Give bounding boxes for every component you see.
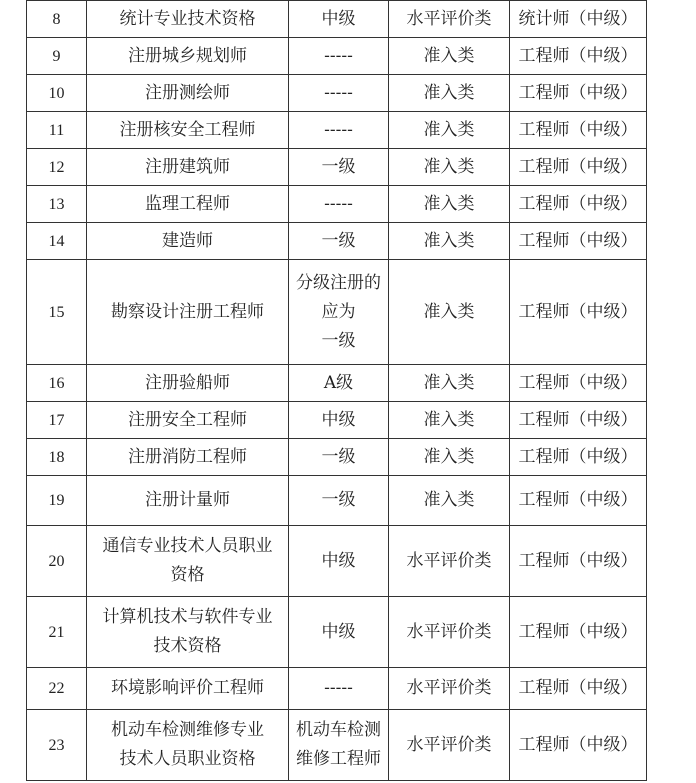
level-cell: [289, 526, 389, 597]
level-cell: [289, 597, 389, 668]
level-cell-line: -----: [324, 193, 353, 214]
qualification-name-cell-line: 监理工程师: [145, 193, 230, 214]
level-cell: [289, 75, 389, 112]
title-cell: 工程师（中级）: [510, 526, 647, 597]
row-number-cell: 15: [27, 260, 87, 365]
qualification-name-cell: [87, 260, 289, 365]
qualification-name-cell-line: 注册建筑师: [145, 156, 230, 177]
level-cell: [289, 223, 389, 260]
category-cell: 准入类: [389, 149, 510, 186]
level-cell: [289, 38, 389, 75]
level-cell-line: 应为: [321, 301, 356, 322]
category-cell: 准入类: [389, 186, 510, 223]
category-cell: 水平评价类: [389, 526, 510, 597]
qualification-name-cell-line: 机动车检测维修专业: [111, 720, 264, 740]
qualification-name-cell: [87, 668, 289, 710]
qualification-name-cell: [87, 526, 289, 597]
row-number-cell: 12: [27, 149, 87, 186]
row-number-cell: 23: [27, 710, 87, 781]
qualification-name-cell-line: 技术资格: [153, 636, 222, 656]
table-row: [27, 223, 647, 260]
table-row: [27, 402, 647, 439]
qualification-name-cell-line: 注册验船师: [145, 372, 230, 393]
category-cell: 准入类: [389, 402, 510, 439]
category-cell: 水平评价类: [389, 1, 510, 38]
qualification-name-cell-line: 技术人员职业资格: [119, 749, 256, 769]
level-cell: [289, 149, 389, 186]
qualification-name-cell-line: 注册测绘师: [145, 82, 230, 103]
qualification-name-cell-line: 统计专业技术资格: [119, 8, 256, 29]
level-cell-line: A级: [323, 372, 354, 393]
level-cell: [289, 260, 389, 365]
title-cell: 工程师（中级）: [510, 476, 647, 526]
table-row: [27, 597, 647, 668]
level-cell-line: -----: [324, 45, 353, 66]
qualification-name-cell-line: 建造师: [162, 230, 213, 251]
category-cell: 准入类: [389, 38, 510, 75]
title-cell: 工程师（中级）: [510, 38, 647, 75]
title-cell: 工程师（中级）: [510, 402, 647, 439]
title-cell: 工程师（中级）: [510, 75, 647, 112]
level-cell: [289, 402, 389, 439]
row-number-cell: 13: [27, 186, 87, 223]
table-row: [27, 526, 647, 597]
level-cell: [289, 710, 389, 781]
category-cell: 准入类: [389, 112, 510, 149]
level-cell: [289, 365, 389, 402]
qualification-name-cell-line: 通信专业技术人员职业: [102, 536, 273, 556]
category-cell: 水平评价类: [389, 668, 510, 710]
table-row: [27, 112, 647, 149]
row-number-cell: 8: [27, 1, 87, 38]
qualification-name-cell-line: 注册消防工程师: [128, 446, 247, 467]
qualification-name-cell: [87, 597, 289, 668]
row-number-cell: 18: [27, 439, 87, 476]
row-number-cell: 19: [27, 476, 87, 526]
title-cell: 工程师（中级）: [510, 112, 647, 149]
category-cell: 准入类: [389, 365, 510, 402]
title-cell: 工程师（中级）: [510, 668, 647, 710]
table-body: [27, 1, 647, 781]
qualification-name-cell: [87, 476, 289, 526]
table-row: [27, 668, 647, 710]
row-number-cell: 11: [27, 112, 87, 149]
qualification-name-cell-line: 环境影响评价工程师: [111, 678, 264, 698]
row-number-cell: 22: [27, 668, 87, 710]
title-cell: 工程师（中级）: [510, 223, 647, 260]
row-number-cell: 21: [27, 597, 87, 668]
level-cell-line: -----: [324, 119, 353, 140]
qualification-name-cell-line: 注册核安全工程师: [119, 119, 256, 140]
qualification-name-cell: [87, 186, 289, 223]
qualification-name-cell: [87, 439, 289, 476]
category-cell: 水平评价类: [389, 597, 510, 668]
level-cell: [289, 439, 389, 476]
level-cell: [289, 668, 389, 710]
qualification-table: [26, 0, 647, 781]
table-row: [27, 710, 647, 781]
row-number-cell: 17: [27, 402, 87, 439]
row-number-cell: 16: [27, 365, 87, 402]
category-cell: 准入类: [389, 439, 510, 476]
qualification-table-container: [26, 0, 647, 781]
title-cell: 工程师（中级）: [510, 186, 647, 223]
row-number-cell: 20: [27, 526, 87, 597]
row-number-cell: 9: [27, 38, 87, 75]
category-cell: 准入类: [389, 223, 510, 260]
category-cell: 准入类: [389, 75, 510, 112]
table-row: [27, 38, 647, 75]
level-cell-line: 分级注册的: [296, 272, 381, 293]
title-cell: 工程师（中级）: [510, 260, 647, 365]
table-row: [27, 149, 647, 186]
level-cell-line: 一级: [321, 156, 356, 177]
qualification-name-cell: [87, 112, 289, 149]
qualification-name-cell-line: 资格: [170, 565, 205, 585]
qualification-name-cell: [87, 1, 289, 38]
category-cell: 准入类: [389, 476, 510, 526]
title-cell: 工程师（中级）: [510, 365, 647, 402]
qualification-name-cell-line: 计算机技术与软件专业: [102, 607, 273, 627]
qualification-name-cell-line: 注册安全工程师: [128, 409, 247, 430]
level-cell-line: 维修工程师: [296, 749, 381, 769]
level-cell: [289, 186, 389, 223]
level-cell-line: 一级: [321, 230, 356, 251]
level-cell-line: -----: [324, 678, 353, 698]
level-cell-line: 一级: [321, 490, 356, 510]
table-row: [27, 75, 647, 112]
table-row: [27, 476, 647, 526]
qualification-name-cell: [87, 149, 289, 186]
table-row: [27, 260, 647, 365]
qualification-name-cell-line: 注册城乡规划师: [128, 45, 247, 66]
title-cell: 工程师（中级）: [510, 439, 647, 476]
qualification-name-cell: [87, 38, 289, 75]
row-number-cell: 10: [27, 75, 87, 112]
qualification-name-cell: [87, 710, 289, 781]
title-cell: 工程师（中级）: [510, 597, 647, 668]
level-cell: [289, 112, 389, 149]
category-cell: 准入类: [389, 260, 510, 365]
level-cell-line: 一级: [321, 446, 356, 467]
qualification-name-cell: [87, 402, 289, 439]
level-cell-line: 中级: [321, 621, 356, 642]
qualification-name-cell: [87, 365, 289, 402]
table-row: [27, 439, 647, 476]
table-row: [27, 1, 647, 38]
level-cell-line: 中级: [321, 550, 356, 571]
qualification-name-cell-line: 勘察设计注册工程师: [111, 301, 264, 322]
qualification-name-cell: [87, 223, 289, 260]
level-cell: [289, 476, 389, 526]
level-cell-line: -----: [324, 82, 353, 103]
category-cell: 水平评价类: [389, 710, 510, 781]
title-cell: 工程师（中级）: [510, 149, 647, 186]
table-row: [27, 365, 647, 402]
qualification-name-cell-line: 注册计量师: [145, 490, 230, 510]
qualification-name-cell: [87, 75, 289, 112]
level-cell-line: 中级: [321, 409, 356, 430]
level-cell-line: 机动车检测: [296, 720, 381, 740]
row-number-cell: 14: [27, 223, 87, 260]
level-cell-line: 中级: [321, 8, 356, 29]
title-cell: 工程师（中级）: [510, 710, 647, 781]
level-cell: [289, 1, 389, 38]
level-cell-line: 一级: [321, 330, 356, 351]
table-row: [27, 186, 647, 223]
title-cell: 统计师（中级）: [510, 1, 647, 38]
